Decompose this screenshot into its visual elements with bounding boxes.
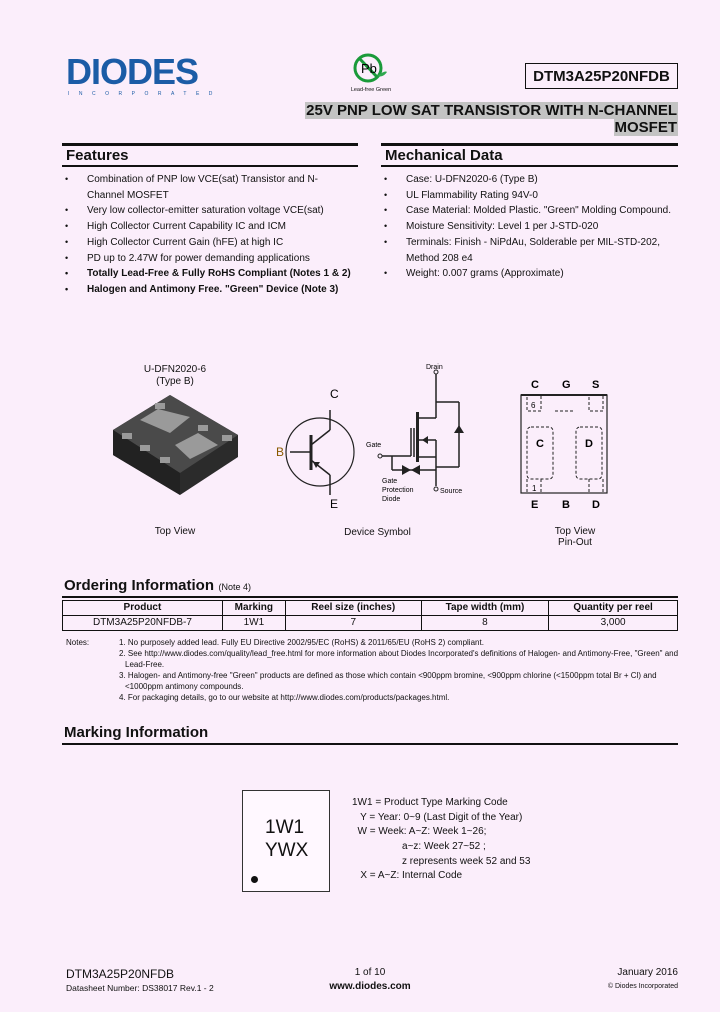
mech-item: • Case: U-DFN2020-6 (Type B): [381, 172, 680, 188]
marking-line-1: 1W1: [265, 817, 305, 838]
feature-item: • Very low collector-emitter saturation voltage VCE(sat): [62, 203, 352, 219]
mosfet-symbol: [362, 360, 482, 510]
feature-item: • High Collector Current Gain (hFE) at high IC: [62, 235, 352, 251]
feature-item: • Halogen and Antimony Free. "Green" Device (Note 3): [62, 282, 352, 298]
mech-item: • Case Material: Molded Plastic. "Green" Molding Compound.: [381, 203, 680, 219]
footer-datasheet-number: Datasheet Number: DS38017 Rev.1 - 2: [66, 983, 214, 993]
column-header: Reel size (inches): [285, 601, 421, 616]
note-item: 1. No purposely added lead. Fully EU Directive 2002/95/EC (RoHS) & 2011/65/EU (RoHS 2) compliant.: [119, 638, 484, 647]
note-item: 4. For packaging details, go to our website at http://www.diodes.com/products/packages.html.: [119, 693, 450, 702]
marking-heading: Marking Information: [64, 724, 209, 741]
part-number-box: DTM3A25P20NFDB: [525, 63, 678, 89]
top-view-caption: Top View: [154, 526, 196, 537]
features-heading: Features: [66, 147, 129, 164]
device-symbol-caption: Device Symbol: [344, 527, 411, 538]
features-list: [62, 172, 352, 298]
note-item: 2. See http://www.diodes.com/quality/lead_free.html for more information about Diodes Incorporated's definitions of Halogen- and Antimony-Free, "Green" and Lead-Free.: [119, 649, 679, 669]
gate-protection-label: Diode: [382, 496, 401, 503]
mech-item: • Moisture Sensitivity: Level 1 per J-STD-020: [381, 219, 680, 235]
legend-line: W = Week: A~Z: Week 1~26;: [352, 826, 487, 838]
pad-label: D: [585, 438, 593, 450]
table-cell: 3,000: [549, 616, 678, 631]
ordering-heading: Ordering Information (Note 4): [64, 577, 251, 594]
source-label: Source: [440, 488, 463, 495]
marking-line-2: YWX: [265, 840, 309, 861]
note-item: 3. Halogen- and Antimony-free "Green" products are defined as those which contain <900ppm bromine, <900ppm chlorine (<1500ppm total Br + Cl) and <1000ppm antimony compounds.: [119, 671, 657, 691]
title-line-2: MOSFET: [614, 119, 677, 136]
divider: [381, 165, 678, 167]
footer-date: January 2016: [617, 967, 678, 978]
footer-copyright: © Diodes Incorporated: [607, 983, 678, 990]
emitter-label: E: [330, 497, 339, 510]
pinout-diagram: [515, 375, 615, 515]
pin-number: 1: [532, 484, 537, 493]
gate-protection-label: Protection: [382, 487, 414, 494]
marking-legend: [352, 796, 652, 884]
pad-label: C: [536, 438, 544, 450]
gate-label: Gate: [366, 442, 382, 449]
legend-line: X = A~Z: Internal Code: [352, 870, 463, 882]
logo-subtitle: INCORPORATED: [68, 91, 222, 97]
ordering-table: [62, 600, 678, 631]
diodes-logo: DIODES: [66, 51, 199, 92]
column-header: Quantity per reel: [549, 601, 678, 616]
table-row: [63, 616, 678, 631]
pin1-dot: [251, 876, 258, 883]
mechanical-heading: Mechanical Data: [385, 147, 503, 164]
legend-line: a~z: Week 27~52 ;: [352, 841, 486, 853]
divider: [381, 143, 678, 146]
table-header-row: [63, 601, 678, 616]
base-label: B: [276, 445, 285, 459]
feature-item: • Totally Lead-Free & Fully RoHS Compliant (Notes 1 & 2): [62, 266, 352, 282]
mech-item: • UL Flammability Rating 94V-0: [381, 188, 680, 204]
feature-item: • High Collector Current Capability IC and ICM: [62, 219, 352, 235]
table-cell: DTM3A25P20NFDB-7: [63, 616, 223, 631]
legend-line: 1W1 = Product Type Marking Code: [352, 797, 508, 808]
pin-label: G: [562, 379, 571, 391]
divider: [62, 165, 358, 167]
footer-part: DTM3A25P20NFDB: [66, 967, 175, 981]
notes-label: Notes:: [66, 638, 90, 647]
title-line-1: 25V PNP LOW SAT TRANSISTOR WITH N-CHANNEL: [306, 102, 677, 119]
mech-item: • Terminals: Finish - NiPdAu, Solderable per MIL-STD-202, Method 208 e4: [381, 235, 680, 266]
collector-label: C: [330, 387, 339, 401]
package-label: U-DFN2020-6 (Type B): [143, 364, 207, 387]
table-cell: 1W1: [222, 616, 285, 631]
table-cell: 8: [421, 616, 549, 631]
legend-line: Y = Year: 0~9 (Last Digit of the Year): [352, 811, 523, 823]
legend-line: z represents week 52 and 53: [352, 855, 531, 867]
pin-label: C: [531, 379, 539, 391]
lead-free-icon: [345, 52, 395, 86]
pin-number: 6: [531, 401, 536, 410]
footer-url[interactable]: www.diodes.com: [329, 981, 411, 992]
notes: [66, 637, 686, 703]
package-3d-image: [110, 395, 245, 500]
gate-protection-label: Gate: [382, 478, 398, 485]
divider: [62, 743, 678, 745]
lead-free-caption: Lead-free Green: [350, 87, 392, 93]
mech-item: • Weight: 0.007 grams (Approximate): [381, 266, 680, 282]
feature-item: • Combination of PNP low VCE(sat) Transistor and N-Channel MOSFET: [62, 172, 352, 203]
footer-page: 1 of 10: [354, 967, 386, 978]
table-cell: 7: [285, 616, 421, 631]
pin-label: E: [531, 499, 539, 511]
column-header: Tape width (mm): [421, 601, 549, 616]
pin-label: D: [592, 499, 600, 511]
mechanical-list: [381, 172, 680, 282]
pinout-caption: Top View Pin-Out: [554, 526, 596, 548]
divider: [62, 596, 678, 598]
divider: [62, 143, 358, 146]
pb-symbol: Pb: [361, 61, 377, 76]
pin-label: S: [592, 379, 600, 391]
column-header: Product: [63, 601, 223, 616]
feature-item: • PD up to 2.47W for power demanding applications: [62, 251, 352, 267]
bjt-symbol: [270, 380, 360, 510]
drain-label: Drain: [426, 364, 443, 371]
pin-label: B: [562, 499, 570, 511]
column-header: Marking: [222, 601, 285, 616]
